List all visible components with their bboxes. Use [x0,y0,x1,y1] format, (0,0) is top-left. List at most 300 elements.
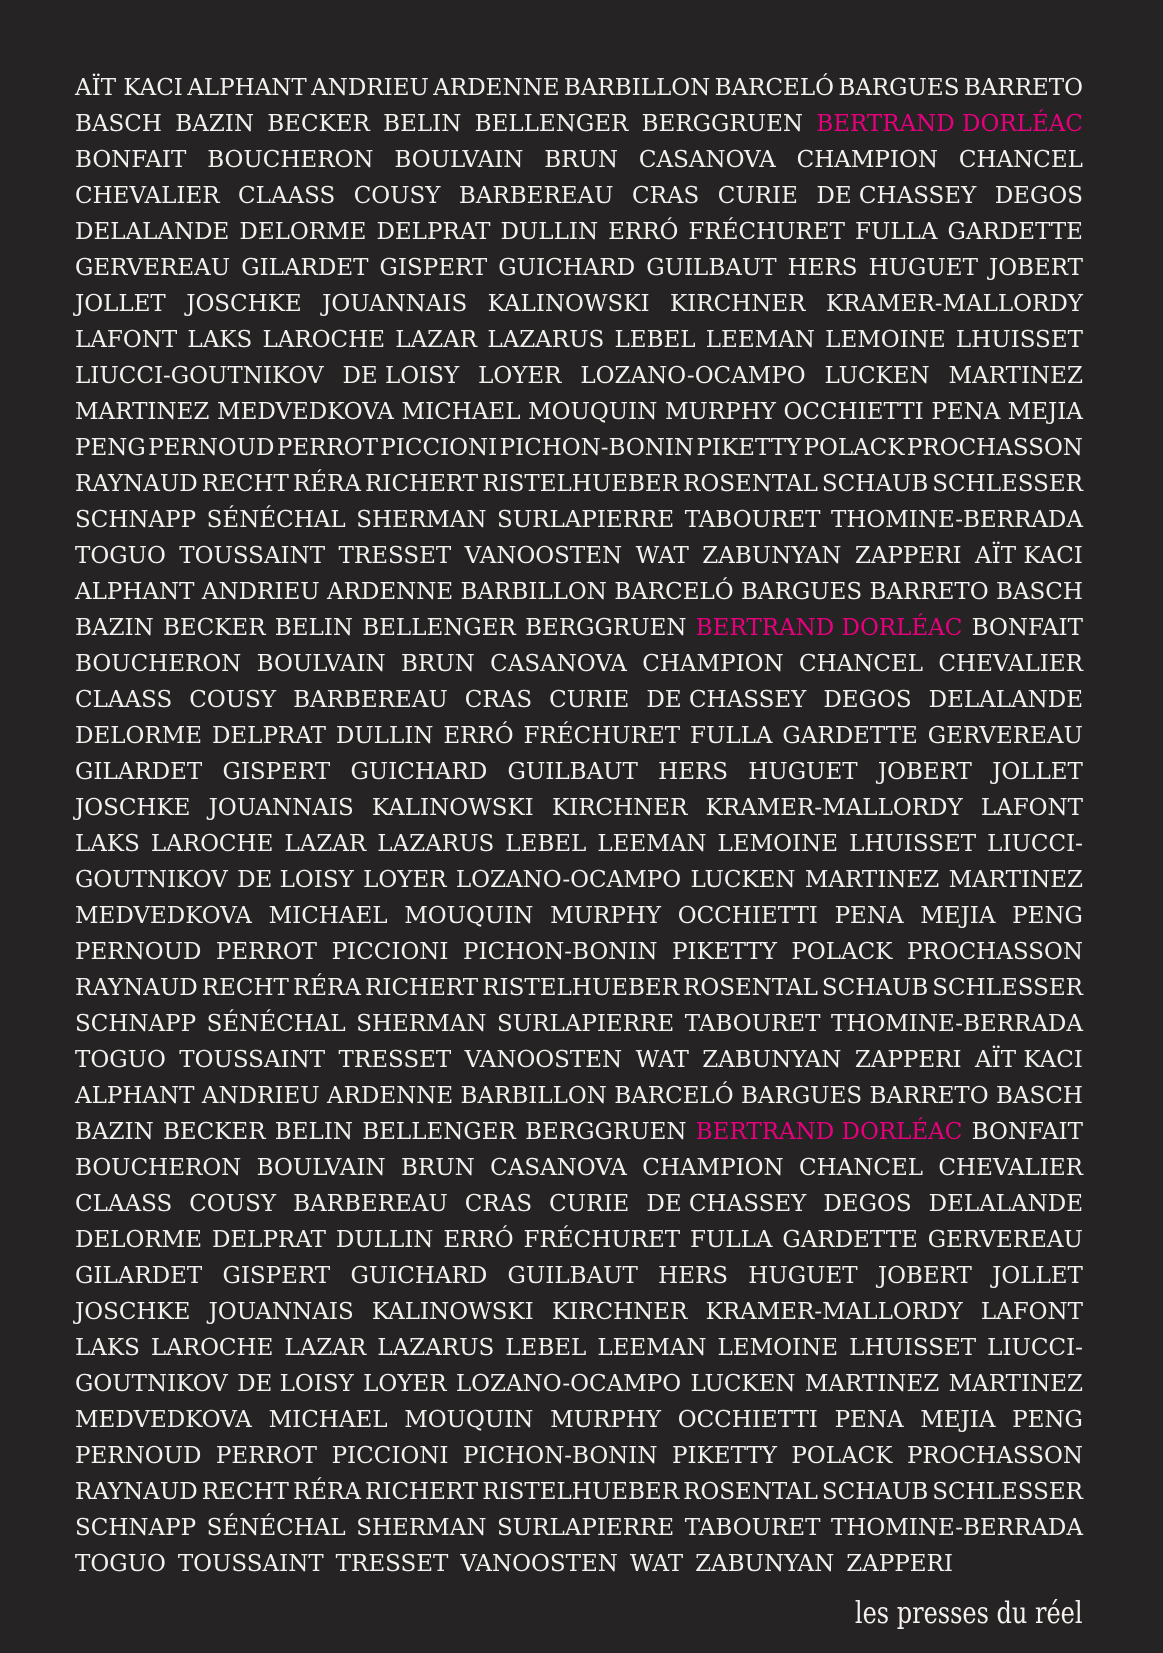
name: DELORME [75,723,203,749]
name: LHUISSET [849,831,977,857]
name: LEMOINE [717,831,839,857]
name-line [75,502,1083,538]
name: LEBEL [614,327,696,353]
name-line [75,538,1083,574]
name: PERNOUD [75,1443,202,1469]
name-line [75,394,1083,430]
name: SCHAUB [821,471,929,497]
name: COUSY [353,183,441,209]
name: ARDENNE [326,579,454,605]
name: LIUCCI- [987,1335,1083,1361]
name: LEBEL [505,831,587,857]
name: ERRÓ [608,219,679,245]
name: MURPHY [550,903,662,929]
name: DEGOS [823,1191,912,1217]
name: CHAMPION [796,147,938,173]
name: GOUTNIKOV [75,867,228,893]
name: CRAS [464,1191,533,1217]
name: DE CHASSEY [646,1191,807,1217]
name: MARTINEZ [948,1371,1083,1397]
name: FULLA [690,1227,773,1253]
name: MURPHY [550,1407,662,1433]
name: ROSENTAL [683,471,818,497]
name: DELALANDE [928,687,1083,713]
name-line [75,1006,1083,1042]
name: LAZARUS [377,1335,495,1361]
name: GUICHARD [498,255,636,281]
name: LOYER [363,867,447,893]
name: BELLENGER [474,111,629,137]
name: BERGGRUEN [525,1119,687,1145]
name: BRUN [544,147,619,173]
name: DEGOS [823,687,912,713]
name: DELALANDE [75,219,230,245]
name: ARDENNE [326,1083,454,1109]
name: TRESSET [335,1551,449,1577]
name: LEMOINE [717,1335,839,1361]
name: ZABUNYAN [695,1551,835,1577]
name: BARCELÓ [714,75,834,101]
name: KALINOWSKI [371,795,534,821]
name: LIUCCI-GOUTNIKOV [75,363,324,389]
name: LAROCHE [150,1335,274,1361]
name-line [75,466,1083,502]
name: HERS [787,255,858,281]
name: GARDETTE [782,1227,918,1253]
name: PENG [1012,903,1083,929]
name: GILARDET [75,759,203,785]
name: MICHAEL [268,903,388,929]
name: PERNOUD [148,435,275,461]
name: DE LOISY [342,363,460,389]
name: PROCHASSON [906,435,1083,461]
name: JOLLET [992,1263,1083,1289]
name: BELIN [383,111,462,137]
name: THOMINE-BERRADA [830,507,1083,533]
name: ZAPPERI [854,543,962,569]
name: KIRCHNER [670,291,806,317]
name: BELIN [274,615,353,641]
name: DULLIN [335,723,434,749]
name-line [75,1402,1083,1438]
name: MEDVEDKOVA [217,399,394,425]
name: JOBERT [877,759,972,785]
name: SCHLESSER [932,1479,1083,1505]
name: BECKER [162,615,266,641]
name: BARBEREAU [293,687,448,713]
name: TOUSSAINT [177,1551,324,1577]
name-line [75,1186,1083,1222]
name-line [75,70,1083,106]
name: CASANOVA [490,651,627,677]
name: POLACK [791,939,893,965]
name: VANOOSTEN [464,543,623,569]
name: DELPRAT [376,219,491,245]
name: BERGGRUEN [641,111,803,137]
name: GISPERT [222,759,331,785]
name: BECKER [162,1119,266,1145]
name: SURLAPIERRE [497,507,675,533]
name: AÏT KACI [975,543,1083,569]
name: PENA [834,1407,904,1433]
name: JOSCHKE [75,1299,191,1325]
name: PENG [75,435,146,461]
name: PERROT [215,1443,318,1469]
name: BARRETO [869,1083,989,1109]
name: LEEMAN [597,831,707,857]
name: BARBEREAU [458,183,614,209]
name: BONFAIT [75,147,187,173]
name-line [75,1222,1083,1258]
name: MARTINEZ [948,363,1083,389]
name: BARBILLON [460,579,607,605]
name: SCHNAPP [75,1515,197,1541]
name-line [75,1294,1083,1330]
name: JOUANNAIS [322,291,468,317]
name: MARTINEZ [948,867,1083,893]
name: BONFAIT [971,1119,1083,1145]
highlighted-name: BERTRAND DORLÉAC [695,1119,963,1145]
name: MARTINEZ [804,1371,940,1397]
name-line [75,862,1083,898]
name: DE CHASSEY [816,183,977,209]
name: LEEMAN [705,327,815,353]
name-line [75,214,1083,250]
name: PROCHASSON [906,1443,1083,1469]
name: ZABUNYAN [702,1047,842,1073]
name-line [75,1114,1083,1150]
name: BARGUES [740,1083,863,1109]
name: MOUQUIN [404,1407,534,1433]
name: BASCH [995,1083,1083,1109]
name: JOUANNAIS [208,795,354,821]
name: PIKETTY [672,1443,777,1469]
name: BECKER [267,111,370,137]
name-line [75,250,1083,286]
name: RISTELHUEBER [482,471,680,497]
name: TABOURET [684,1515,821,1541]
name: GUICHARD [350,759,488,785]
name-line [75,1258,1083,1294]
name: TABOURET [684,507,821,533]
name: GILARDET [75,1263,203,1289]
name: RAYNAUD [75,1479,198,1505]
name: WAT [635,543,689,569]
name: CHAMPION [642,651,784,677]
name-line [75,610,1083,646]
name: LAFONT [75,327,178,353]
name: BELIN [274,1119,353,1145]
name: MOUQUIN [404,903,534,929]
name-line [75,790,1083,826]
name: BARBILLON [460,1083,607,1109]
name-line [75,1078,1083,1114]
name: LOZANO-OCAMPO [455,867,682,893]
name: THOMINE-BERRADA [830,1011,1083,1037]
name: DELPRAT [211,723,326,749]
name: TOUSSAINT [179,1047,326,1073]
name: ERRÓ [443,723,514,749]
name: FULLA [855,219,938,245]
name: CURIE [549,1191,630,1217]
name: ANDRIEU [311,75,429,101]
name: GUILBAUT [507,1263,638,1289]
name: DELALANDE [928,1191,1083,1217]
name: SHERMAN [356,1515,487,1541]
name: CHANCEL [799,1155,924,1181]
name: JOLLET [75,291,166,317]
name: CHEVALIER [938,651,1083,677]
name: TRESSET [338,543,452,569]
name-line [75,358,1083,394]
name: PENA MEJIA [931,399,1083,425]
name: BOUCHERON [75,1155,242,1181]
name-line [75,682,1083,718]
name: PENA [834,903,904,929]
name-line [75,574,1083,610]
name: BELLENGER [362,615,516,641]
name: BRUN [401,1155,475,1181]
name: POLACK [791,1443,893,1469]
name: FRÉCHURET [688,219,845,245]
name: BOUCHERON [207,147,374,173]
name-line [75,106,1083,142]
name: HERS [658,1263,729,1289]
name: RAYNAUD [75,471,198,497]
name: BRUN [401,651,475,677]
name: MOUQUIN [528,399,658,425]
name: DELPRAT [211,1227,326,1253]
name: DE CHASSEY [646,687,807,713]
name: PERROT [215,939,318,965]
name: BARGUES [740,579,863,605]
name: ALPHANT [75,1083,195,1109]
name: RICHERT [365,471,479,497]
name: SURLAPIERRE [497,1011,675,1037]
name: BARCELÓ [614,1083,734,1109]
name: TRESSET [338,1047,452,1073]
name: ROSENTAL [683,1479,818,1505]
name: TOUSSAINT [179,543,326,569]
name-line [75,1474,1083,1510]
name: SCHNAPP [75,507,197,533]
name: MEDVEDKOVA [75,903,252,929]
name: OCCHIETTI [677,1407,818,1433]
name: KIRCHNER [551,795,688,821]
name: RISTELHUEBER [482,975,680,1001]
name-line [75,322,1083,358]
name: LAZARUS [377,831,495,857]
name-line [75,898,1083,934]
name: MARTINEZ [804,867,940,893]
name: LOYER [478,363,562,389]
name: RICHERT [365,1479,479,1505]
name: GOUTNIKOV [75,1371,228,1397]
name: DE LOISY [237,867,354,893]
name: BAZIN [175,111,254,137]
name: JOUANNAIS [208,1299,354,1325]
name: AÏT KACI [975,1047,1083,1073]
name: SCHLESSER [932,975,1083,1001]
name: PERNOUD [75,939,202,965]
name: CURIE [549,687,630,713]
name: CLAASS [238,183,336,209]
name: LOZANO-OCAMPO [455,1371,682,1397]
name: GERVEREAU [927,723,1083,749]
name-line [75,646,1083,682]
name: RÉRA [292,471,361,497]
name: BAZIN [75,615,154,641]
name: HUGUET [868,255,978,281]
name-line [75,1366,1083,1402]
name: RECHT [201,471,289,497]
name: BARGUES [838,75,960,101]
name: BOUCHERON [75,651,242,677]
name: RAYNAUD [75,975,198,1001]
name: GUILBAUT [507,759,638,785]
name-line [75,718,1083,754]
name: JOLLET [992,759,1083,785]
name: PICHON-BONIN [499,435,695,461]
name: CHANCEL [799,651,924,677]
name: CLAASS [75,1191,173,1217]
name: PIKETTY [696,435,802,461]
name: KALINOWSKI [487,291,650,317]
name: TABOURET [684,1011,821,1037]
name: ROSENTAL [683,975,818,1001]
name: FULLA [690,723,773,749]
name: LUCKEN [824,363,930,389]
name: CHAMPION [642,1155,784,1181]
name: MEJIA [920,903,996,929]
name: KRAMER-MALLORDY [705,1299,963,1325]
name: LAROCHE [262,327,386,353]
name: LAKS [187,327,253,353]
name: JOBERT [877,1263,972,1289]
name: KIRCHNER [551,1299,688,1325]
name: LOYER [363,1371,447,1397]
name: LAFONT [980,1299,1083,1325]
name: ALPHANT [75,579,195,605]
name: POLACK [803,435,905,461]
name: WAT [629,1551,684,1577]
name: OCCHIETTI [783,399,924,425]
name: GUICHARD [350,1263,488,1289]
name: SCHAUB [821,975,929,1001]
name: BELLENGER [362,1119,516,1145]
name: PIKETTY [672,939,777,965]
publisher-logo: les presses du réel [855,1596,1083,1631]
name: HUGUET [748,1263,858,1289]
name: ALPHANT [187,75,307,101]
name: KRAMER-MALLORDY [705,795,963,821]
name: TOGUO [75,1551,166,1577]
name: PICCIONI [331,939,449,965]
name-list [75,70,1083,1582]
name: JOSCHKE [186,291,302,317]
name: LAZAR [395,327,478,353]
name: KALINOWSKI [371,1299,534,1325]
name: DELORME [239,219,367,245]
name: TOGUO [75,1047,166,1073]
name: SCHNAPP [75,1011,197,1037]
name: BAZIN [75,1119,154,1145]
name: MICHAEL [401,399,521,425]
name: LIUCCI- [987,831,1083,857]
name: THOMINE-BERRADA [830,1515,1083,1541]
name: PICHON-BONIN [463,1443,658,1469]
name: BARRETO [869,579,989,605]
name: RICHERT [365,975,479,1001]
name: GUILBAUT [646,255,777,281]
name: SHERMAN [356,507,487,533]
name: LAROCHE [150,831,274,857]
name: LEBEL [505,1335,587,1361]
highlighted-name: BERTRAND DORLÉAC [695,615,963,641]
name: VANOOSTEN [460,1551,618,1577]
name-line [75,1510,1083,1546]
name: BOULVAIN [256,651,386,677]
name: ANDRIEU [201,1083,320,1109]
name: MEJIA [920,1407,996,1433]
name: SCHLESSER [932,471,1083,497]
name: ZAPPERI [854,1047,962,1073]
name: CHEVALIER [938,1155,1083,1181]
name: ZABUNYAN [702,543,842,569]
name: BERGGRUEN [525,615,687,641]
name: LAZAR [284,1335,367,1361]
name: COUSY [189,1191,277,1217]
name: DULLIN [500,219,599,245]
name: LUCKEN [690,1371,796,1397]
name: LUCKEN [690,867,796,893]
name: FRÉCHURET [523,1227,681,1253]
name: LAKS [75,1335,140,1361]
name: PICCIONI [380,435,498,461]
name: DULLIN [335,1227,434,1253]
name: SÉNÉCHAL [206,1011,346,1037]
name: SÉNÉCHAL [206,1515,346,1541]
name: JOSCHKE [75,795,191,821]
name-line [75,430,1083,466]
name: BARRETO [963,75,1083,101]
name-line [75,1150,1083,1186]
name: HUGUET [748,759,858,785]
name: LEEMAN [597,1335,707,1361]
name: AÏT KACI [75,75,183,101]
name: GERVEREAU [927,1227,1083,1253]
name: CRAS [632,183,700,209]
name-line [75,286,1083,322]
name: CASANOVA [490,1155,627,1181]
name-line [75,1438,1083,1474]
name: COUSY [189,687,277,713]
name-line [75,826,1083,862]
name: TOGUO [75,543,166,569]
name: BASCH [75,111,162,137]
name: PICCIONI [331,1443,449,1469]
name: CHEVALIER [75,183,220,209]
name: CHANCEL [958,147,1083,173]
name: WAT [635,1047,689,1073]
name: LAZARUS [487,327,605,353]
name: GARDETTE [782,723,918,749]
name: OCCHIETTI [677,903,818,929]
name: BARBEREAU [293,1191,448,1217]
name: GERVEREAU [75,255,231,281]
name: ERRÓ [443,1227,514,1253]
name: BOULVAIN [256,1155,386,1181]
